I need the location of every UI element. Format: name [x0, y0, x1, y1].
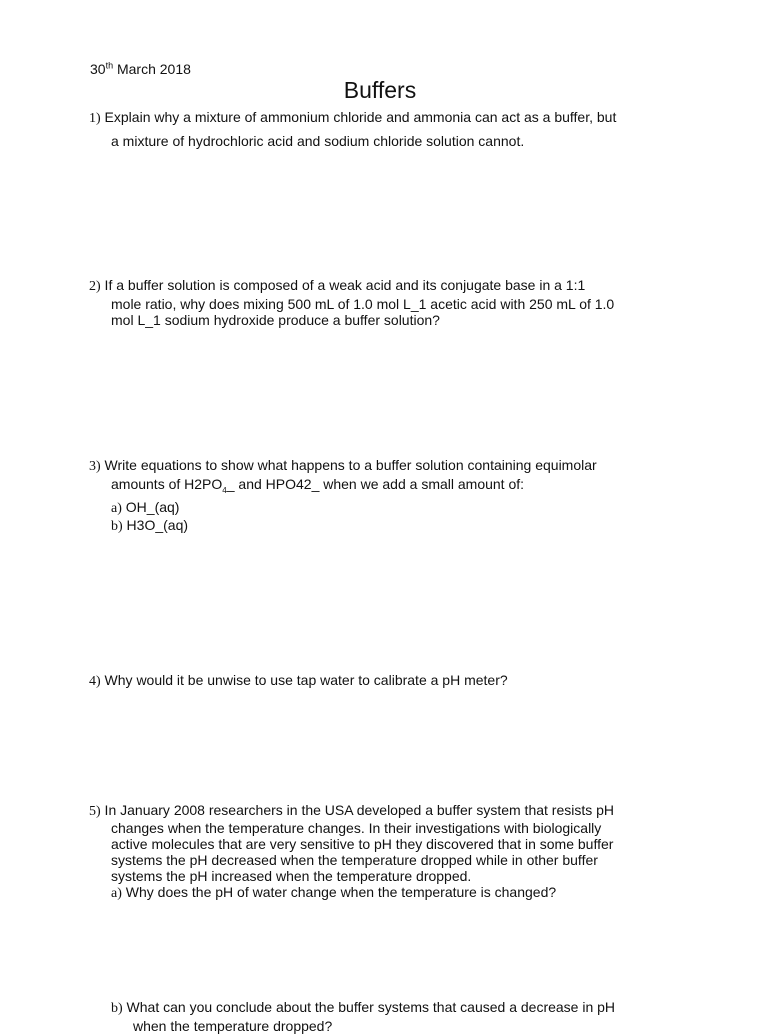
question-number: 1): [89, 111, 101, 126]
date-suffix: th: [106, 60, 114, 70]
formula-part: amounts of H2PO: [111, 476, 222, 492]
sub-question-label: b): [111, 1001, 123, 1016]
question-4: [89, 672, 669, 691]
question-5: [89, 802, 669, 902]
question-text: Explain why a mixture of ammonium chloride and ammonia can act as a buffer, but: [101, 109, 617, 125]
sub-question-label: a): [111, 886, 122, 901]
question-text-cont: systems the pH decreased when the temperature dropped while in other buffer: [89, 852, 669, 868]
question-text-cont: mol L_1 sodium hydroxide produce a buffer solution?: [89, 312, 669, 329]
question-number: 3): [89, 459, 101, 474]
date-line: [90, 61, 191, 77]
date-day: 30: [90, 61, 106, 77]
sub-question-a: [89, 884, 669, 902]
question-number: 5): [89, 804, 101, 819]
sub-question-text: OH_(aq): [122, 499, 180, 515]
question-text: In January 2008 researchers in the USA developed a buffer system that resists pH: [101, 802, 614, 818]
sub-question-text: Why does the pH of water change when the temperature is changed?: [122, 884, 556, 900]
question-number: 4): [89, 674, 101, 689]
sub-question-label: a): [111, 501, 122, 516]
question-text-cont: [89, 476, 669, 499]
date-rest: March 2018: [113, 61, 191, 77]
question-text-cont: mole ratio, why does mixing 500 mL of 1.0 mol L_1 acetic acid with 250 mL of 1.0: [89, 296, 669, 313]
sub-question-b: [89, 517, 669, 536]
question-2: [89, 277, 669, 329]
sub-question-label: b): [111, 519, 123, 534]
question-text: Write equations to show what happens to a buffer solution containing equimolar: [101, 457, 597, 473]
sub-question-a: [89, 499, 669, 518]
question-text-cont: active molecules that are very sensitive to pH they discovered that in some buffer: [89, 836, 669, 852]
formula-part: _ and HPO42_ when we add a small amount of:: [227, 476, 524, 492]
sub-question-text: H3O_(aq): [123, 517, 188, 533]
question-number: 2): [89, 279, 101, 294]
page-title: Buffers: [0, 77, 760, 104]
question-1: [89, 106, 669, 152]
question-text: If a buffer solution is composed of a weak acid and its conjugate base in a 1:1: [101, 277, 586, 293]
question-text-cont: a mixture of hydrochloric acid and sodium chloride solution cannot.: [89, 130, 669, 152]
question-text-cont: systems the pH increased when the temperature dropped.: [89, 868, 669, 884]
formula-subscript: 4: [222, 485, 226, 494]
sub-question-b: [111, 999, 671, 1034]
question-text: Why would it be unwise to use tap water to calibrate a pH meter?: [101, 672, 508, 688]
sub-question-text: What can you conclude about the buffer systems that caused a decrease in pH: [123, 999, 615, 1015]
question-text-cont: changes when the temperature changes. In their investigations with biologically: [89, 820, 669, 836]
sub-question-text-cont: when the temperature dropped?: [111, 1018, 671, 1034]
question-3: [89, 457, 669, 536]
